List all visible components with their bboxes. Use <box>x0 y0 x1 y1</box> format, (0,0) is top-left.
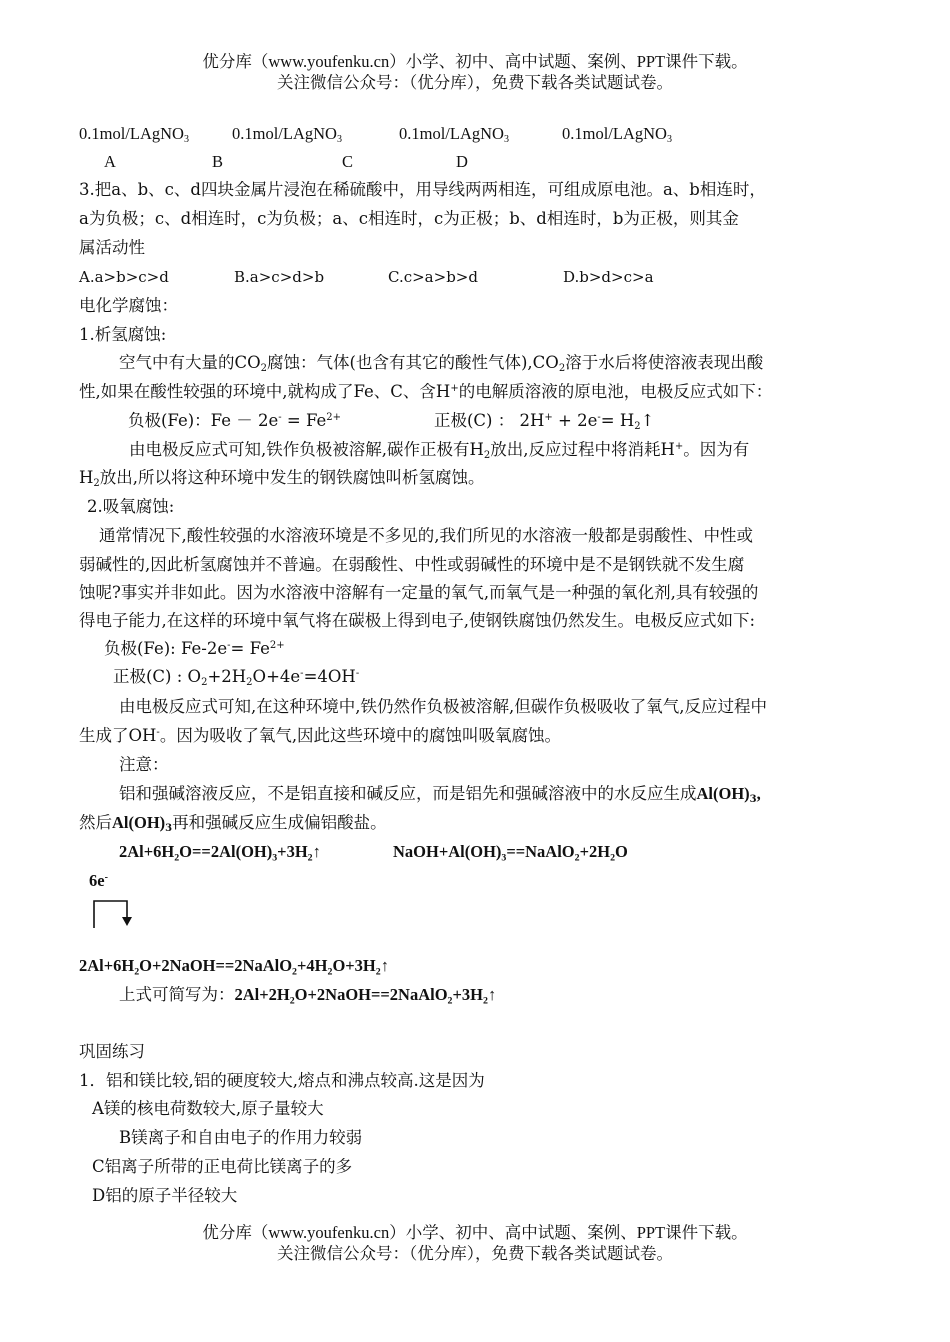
equation-3: 2Al+6H₂O+2NaOH==2NaAlO₂+4H₂O+3H₂↑ <box>79 956 389 975</box>
agno3-d: 0.1mol/LAgNO$_3$ <box>562 124 672 145</box>
hydrogen-para-line-2: 性,如果在酸性较强的环境中,就构成了Fe、C、含H+的电解质溶液的原电池，电极反应式如下： <box>79 382 773 401</box>
oxygen-para-line-1: 通常情况下,酸性较强的水溶液环境是不多见的,我们所见的水溶液一般都是弱酸性、中性或 <box>99 526 753 545</box>
q3-option-b: B.a>c>d>b <box>234 268 325 286</box>
header-line-2: 关注微信公众号：（优分库），免费下载各类试题试卷。 <box>277 73 673 92</box>
hydrogen-para-line-4: $H_2$放出,所以将这种环境中发生的钢铁腐蚀叫析氢腐蚀。 <box>79 468 485 489</box>
practice-option-a: A镁的核电荷数较大,原子量较大 <box>92 1099 324 1118</box>
aluminum-para-line-2: 然后$Al(OH)_3$再和强碱反应生成偏铝酸盐。 <box>79 813 387 834</box>
label-a: A <box>104 152 116 171</box>
hydrogen-negative-electrode: 负极(Fe)：$Fe - 2e^- = Fe^{2+}$ <box>128 411 342 430</box>
q3-line-3: 属活动性 <box>79 238 145 257</box>
label-c: C <box>342 152 354 171</box>
simplified-equation: 上式可简写为：2Al+2H₂O+2NaOH==2NaAlO₂+3H₂↑ <box>119 985 497 1004</box>
practice-option-c: C铝离子所带的正电荷比镁离子的多 <box>92 1157 353 1176</box>
oxygen-negative-electrode: 负极(Fe): $Fe-2e^-= Fe^{2+}$ <box>104 639 285 658</box>
q3-line-2: a为负极；c、d相连时，c为负极；a、c相连时，c为正极；b、d相连时，b为正极，则其金 <box>79 209 739 228</box>
oxygen-para-line-6: 生成了OH-。因为吸收了氧气,因此这些环境中的腐蚀叫吸氧腐蚀。 <box>79 726 562 745</box>
agno3-a: 0.1mol/LAgNO$_3$ <box>79 124 189 145</box>
header-line-1: 优分库（www.youfenku.cn）小学、初中、高中试题、案例、PPT课件下载。 <box>202 52 748 71</box>
practice-question-1: 1．铝和镁比较,铝的硬度较大,熔点和沸点较高.这是因为 <box>79 1071 485 1090</box>
electron-transfer-label: 6e- <box>89 871 108 890</box>
footer-line-2: 关注微信公众号：（优分库），免费下载各类试题试卷。 <box>277 1244 673 1263</box>
aluminum-para-line-1: 铝和强碱溶液反应，不是铝直接和碱反应，而是铝先和强碱溶液中的水反应生成$Al(OH)_3$, <box>119 784 761 805</box>
oxygen-para-line-2: 弱碱性的,因此析氢腐蚀并不普遍。在弱酸性、中性或弱碱性的环境中是不是钢铁就不发生腐 <box>79 555 745 574</box>
hydrogen-positive-electrode: 正极(C) ： $2H^+ + 2e^-= H_2↑$ <box>434 411 655 432</box>
hydrogen-para-line-3: 由电极反应式可知,铁作负极被溶解,碳作正极有$H_2$放出,反应过程中将消耗H+。因为有 <box>129 440 750 461</box>
practice-option-d: D铝的原子半径较大 <box>92 1186 238 1205</box>
oxygen-para-line-5: 由电极反应式可知,在这种环境中,铁仍然作负极被溶解,但碳作负极吸收了氧气,反应过程中 <box>119 697 767 716</box>
agno3-b: 0.1mol/LAgNO$_3$ <box>232 124 342 145</box>
oxygen-para-line-3: 蚀呢?事实并非如此。因为水溶液中溶解有一定量的氧气,而氧气是一种强的氧化剂,具有较强的 <box>79 583 759 602</box>
oxygen-heading: 2.吸氧腐蚀: <box>87 497 175 516</box>
hydrogen-para-line-1: 空气中有大量的$CO_2$腐蚀：气体(也含有其它的酸性气体)$,CO_2$溶于水后将使溶液表现出酸 <box>119 353 764 374</box>
note-label: 注意： <box>119 755 169 774</box>
oxygen-positive-electrode: 正极(C) : $O_2+2H_2O+4e^-=4OH^-$ <box>113 667 360 688</box>
equation-2: NaOH+Al(OH)₃==NaAlO₂+2H₂O <box>393 842 628 861</box>
hydrogen-heading: 1.析氢腐蚀: <box>79 325 167 344</box>
q3-option-d: D.b>d>c>a <box>563 268 654 286</box>
electron-transfer-arrow-icon <box>90 898 138 930</box>
practice-option-b: B镁离子和自由电子的作用力较弱 <box>119 1128 363 1147</box>
q3-option-c: C.c>a>b>d <box>388 268 478 286</box>
q3-line-1: 3.把a、b、c、d四块金属片浸泡在稀硫酸中，用导线两两相连，可组成原电池。a、b相连时， <box>79 180 766 199</box>
practice-title: 巩固练习 <box>79 1042 145 1061</box>
label-b: B <box>212 152 224 171</box>
equation-1: 2Al+6H₂O==2Al(OH)₃+3H₂↑ <box>119 842 321 861</box>
agno3-c: 0.1mol/LAgNO$_3$ <box>399 124 509 145</box>
oxygen-para-line-4: 得电子能力,在这样的环境中氧气将在碳极上得到电子,使钢铁腐蚀仍然发生。电极反应式如下: <box>79 611 756 630</box>
q3-option-a: A.a>b>c>d <box>79 268 169 286</box>
label-d: D <box>456 152 468 171</box>
footer-line-1: 优分库（www.youfenku.cn）小学、初中、高中试题、案例、PPT课件下载。 <box>202 1223 748 1242</box>
corrosion-title: 电化学腐蚀： <box>79 296 178 315</box>
